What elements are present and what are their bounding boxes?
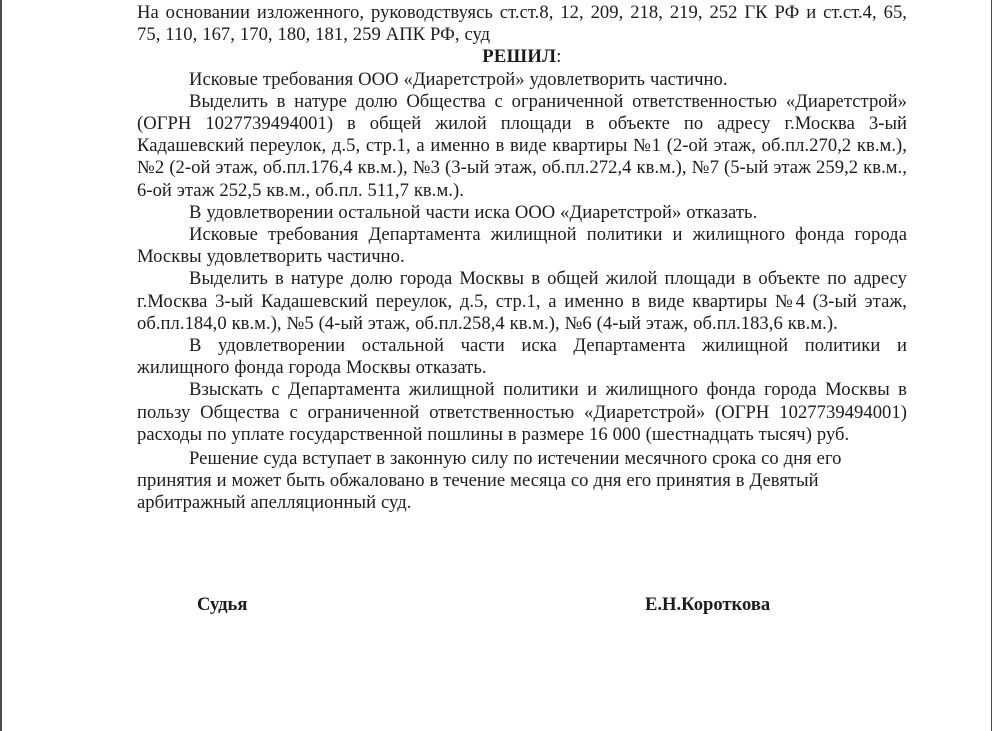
- document-text-body: [137, 2, 907, 515]
- intro-paragraph: На основании изложенного, руководствуясь ст.ст.8, 12, 209, 218, 219, 252 ГК РФ и ст.ст.4, 65, 75, 110, 167, 170, 180, 181, 259 АПК РФ, суд: [137, 2, 907, 46]
- paragraph-claim-department-partial: Исковые требования Департамента жилищной политики и жилищного фонда города Москвы удовлетворить частично.: [137, 224, 907, 268]
- paragraph-deny-remainder-diarestroy: В удовлетворении остальной части иска ООО «Диаретстрой» отказать.: [189, 201, 758, 223]
- paragraph-recover-state-fee: Взыскать с Департамента жилищной политики и жилищного фонда города Москвы в пользу Общества с ограниченной ответственностью «Диаретстрой» (ОГРН 1027739494001) расходы по уплате государственной пошлины в размере 16 000 (шестнадцать тысяч) руб.: [137, 379, 907, 445]
- paragraph-claim-diarestroy-partial: Исковые требования ООО «Диаретстрой» удовлетворить частично.: [189, 68, 728, 90]
- ruling-heading: [137, 46, 907, 68]
- ruling-heading-colon: :: [556, 46, 562, 68]
- signature-judge-name: Е.Н.Короткова: [645, 594, 771, 615]
- paragraph-allot-diarestroy-share: Выделить в натуре долю Общества с ограниченной ответственностью «Диаретстрой» (ОГРН 1027739494001) в общей жилой площади в объекте по адресу г.Москва 3-ый Кадашевский переулок, д.5, стр.1, а именно в виде квартиры №1 (2-ой этаж, об.пл.270,2 кв.м.), №2 (2-ой этаж, об.пл.176,4 кв.м.), №3 (3-ый этаж, об.пл.272,4 кв.м.), №7 (5-ый этаж 259,2 кв.м., 6-ой этаж 252,5 кв.м., об.пл. 511,7 кв.м.).: [137, 90, 907, 201]
- ruling-heading-word: РЕШИЛ: [482, 46, 557, 68]
- paragraph-appeal-terms: Решение суда вступает в законную силу по истечении месячного срока со дня его принятия и может быть обжаловано в течение месяца со дня его принятия в Девятый арбитражный апелляционный суд.: [137, 448, 842, 514]
- paragraph-allot-moscow-share: Выделить в натуре долю города Москвы в общей жилой площади в объекте по адресу г.Москва 3-ый Кадашевский переулок, д.5, стр.1, а именно в виде квартиры №4 (3-ый этаж, об.пл.184,0 кв.м.), №5 (4-ый этаж, об.пл.258,4 кв.м.), №6 (4-ый этаж, об.пл.183,6 кв.м.).: [137, 268, 907, 334]
- paragraph-deny-remainder-department: В удовлетворении остальной части иска Департамента жилищной политики и жилищного фонда города Москвы отказать.: [137, 335, 907, 379]
- signature-role: Судья: [197, 594, 248, 615]
